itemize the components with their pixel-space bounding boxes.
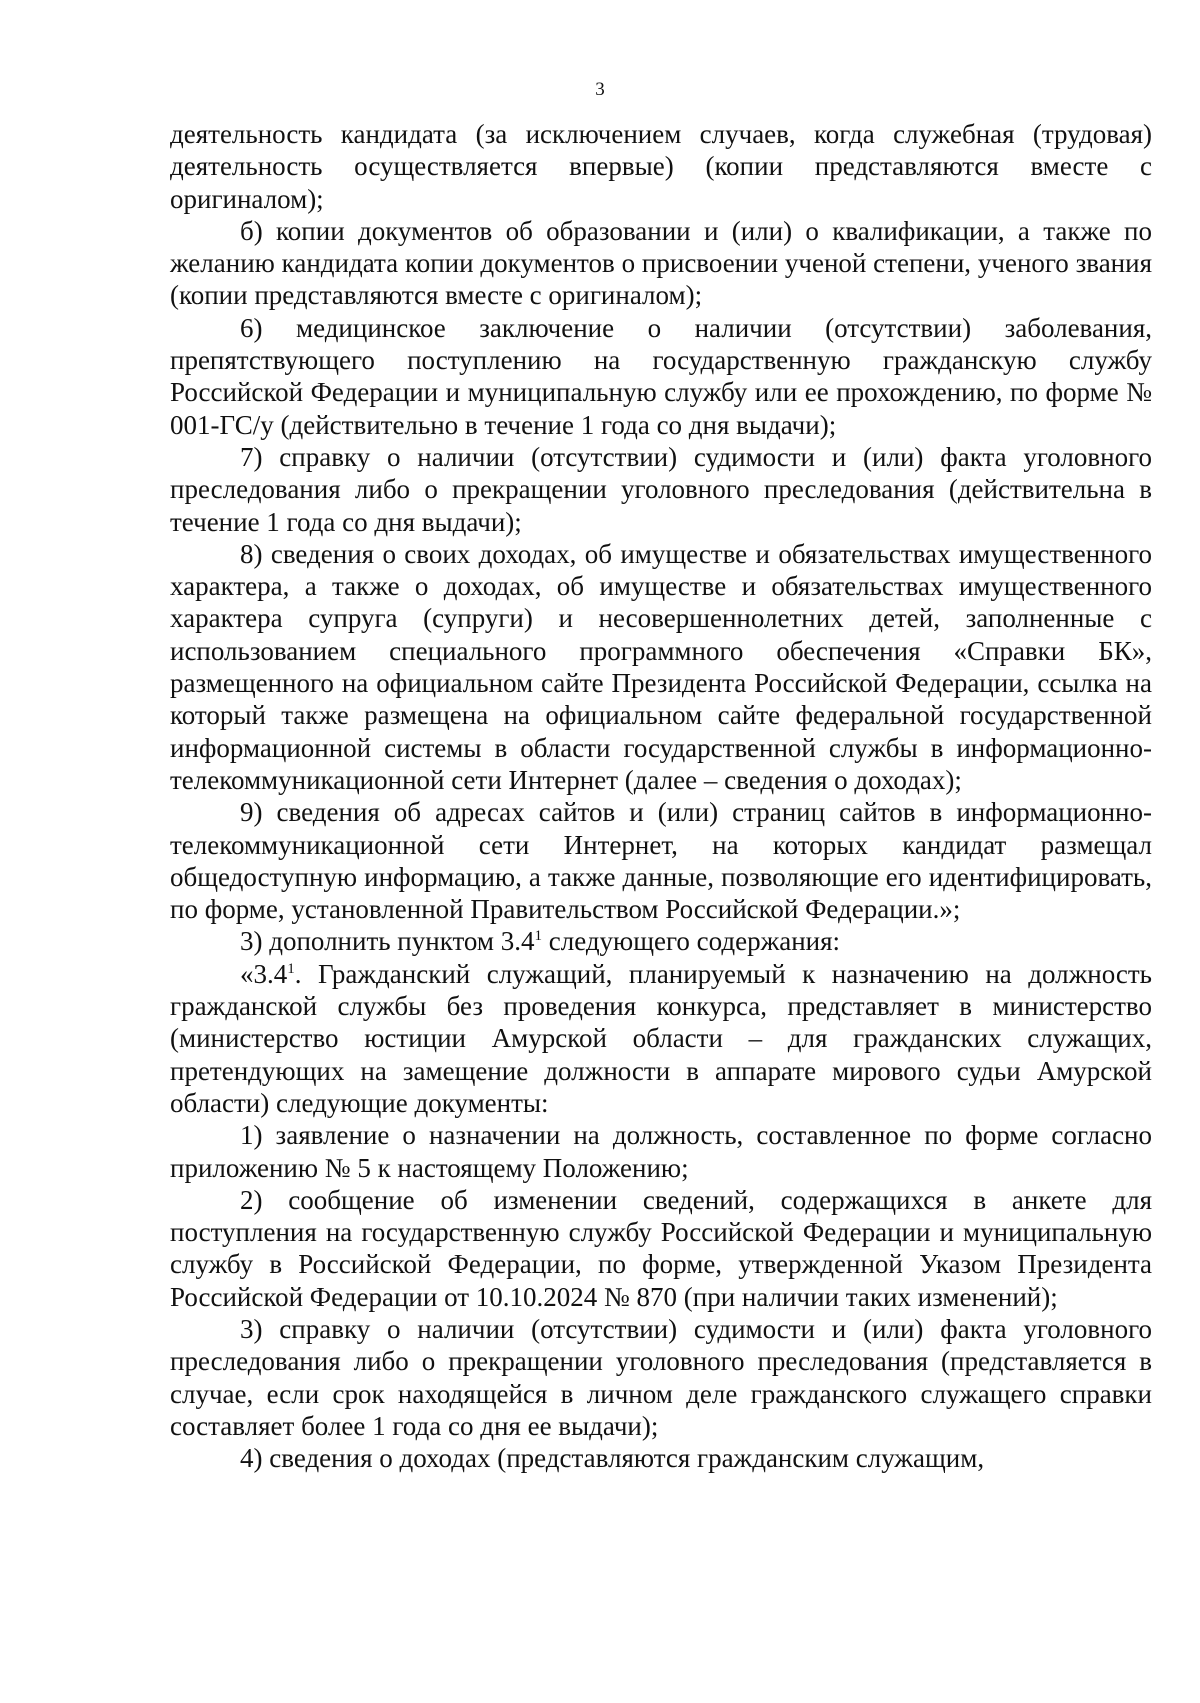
paragraph-text-after: следующего содержания: [541,926,841,957]
paragraph-item-7: 7) справку о наличии (отсутствии) судимости и (или) факта уголовного преследования либо о прекращении уголовного преследования (действительна в течение 1 года со дня выдачи); [170,441,1152,537]
paragraph-text-before: 3) дополнить пунктом 3.4 [240,926,535,957]
paragraph-clause-3-4-1 [170,958,1152,1119]
paragraph-item-b: б) копии документов об образовании и (или) о квалификации, а также по желанию кандидата копии документов о присвоении ученой степени, ученого звания (копии представляются вместе с оригиналом); [170,215,1152,311]
paragraph-item-8: 8) сведения о своих доходах, об имуществе и обязательствах имущественного характера, а также о доходах, об имуществе и обязательствах имущественного характера супруга (супруги) и несовершеннолетних детей, заполненные с использованием специального программного обеспечения «Справки БК», размещенного на официальном сайте Президента Российской Федерации, ссылка на который также размещена на официальном сайте федеральной государственной информационной системы в области государственной службы в информационно-телекоммуникационной сети Интернет (далее – сведения о доходах); [170,538,1152,795]
paragraph-subitem-1: 1) заявление о назначении на должность, составленное по форме согласно приложению № 5 к настоящему Положению; [170,1120,1152,1183]
paragraph-continuation: деятельность кандидата (за исключением случаев, когда служебная (трудовая) деятельность осуществляется впервые) (копии представляются вместе с оригиналом); [170,119,1152,214]
paragraph-amendment-3 [170,925,1152,957]
paragraph-subitem-3: 3) справку о наличии (отсутствии) судимости и (или) факта уголовного преследования либо о прекращении уголовного преследования (представляется в случае, если срок находящейся в личном деле гражданского служащего справки составляет более 1 года со дня ее выдачи); [170,1313,1152,1441]
paragraph-subitem-2: 2) сообщение об изменении сведений, содержащихся в анкете для поступления на государственную службу Российской Федерации и муниципальную службу в Российской Федерации, по форме, утвержденной Указом Президента Российской Федерации от 10.10.2024 № 870 (при наличии таких изменений); [170,1184,1152,1312]
page-number: 3 [595,79,605,100]
paragraph-text-before: «3.4 [240,958,288,989]
paragraph-text-after: . Гражданский служащий, планируемый к назначению на должность гражданской службы без проведения конкурса, представляет в министерство (министерство юстиции Амурской области – для гражданских служащих, претендующих на замещение должности в аппарате мирового судьи Амурской области) следующие документы: [170,958,1152,1118]
superscript-index: 1 [534,928,542,945]
superscript-index: 1 [287,960,295,977]
paragraph-item-6: 6) медицинское заключение о наличии (отсутствии) заболевания, препятствующего поступлению на государственную гражданскую службу Российской Федерации и муниципальную службу или ее прохождению, по форме № 001-ГС/у (действительно в течение 1 года со дня выдачи); [170,312,1152,440]
document-body [170,118,1152,1474]
paragraph-item-9: 9) сведения об адресах сайтов и (или) страниц сайтов в информационно-телекоммуникационной сети Интернет, на которых кандидат размещал общедоступную информацию, а также данные, позволяющие его идентифицировать, по форме, установленной Правительством Российской Федерации.»; [170,797,1152,925]
paragraph-subitem-4: 4) сведения о доходах (представляются гражданским служащим, [240,1443,985,1474]
